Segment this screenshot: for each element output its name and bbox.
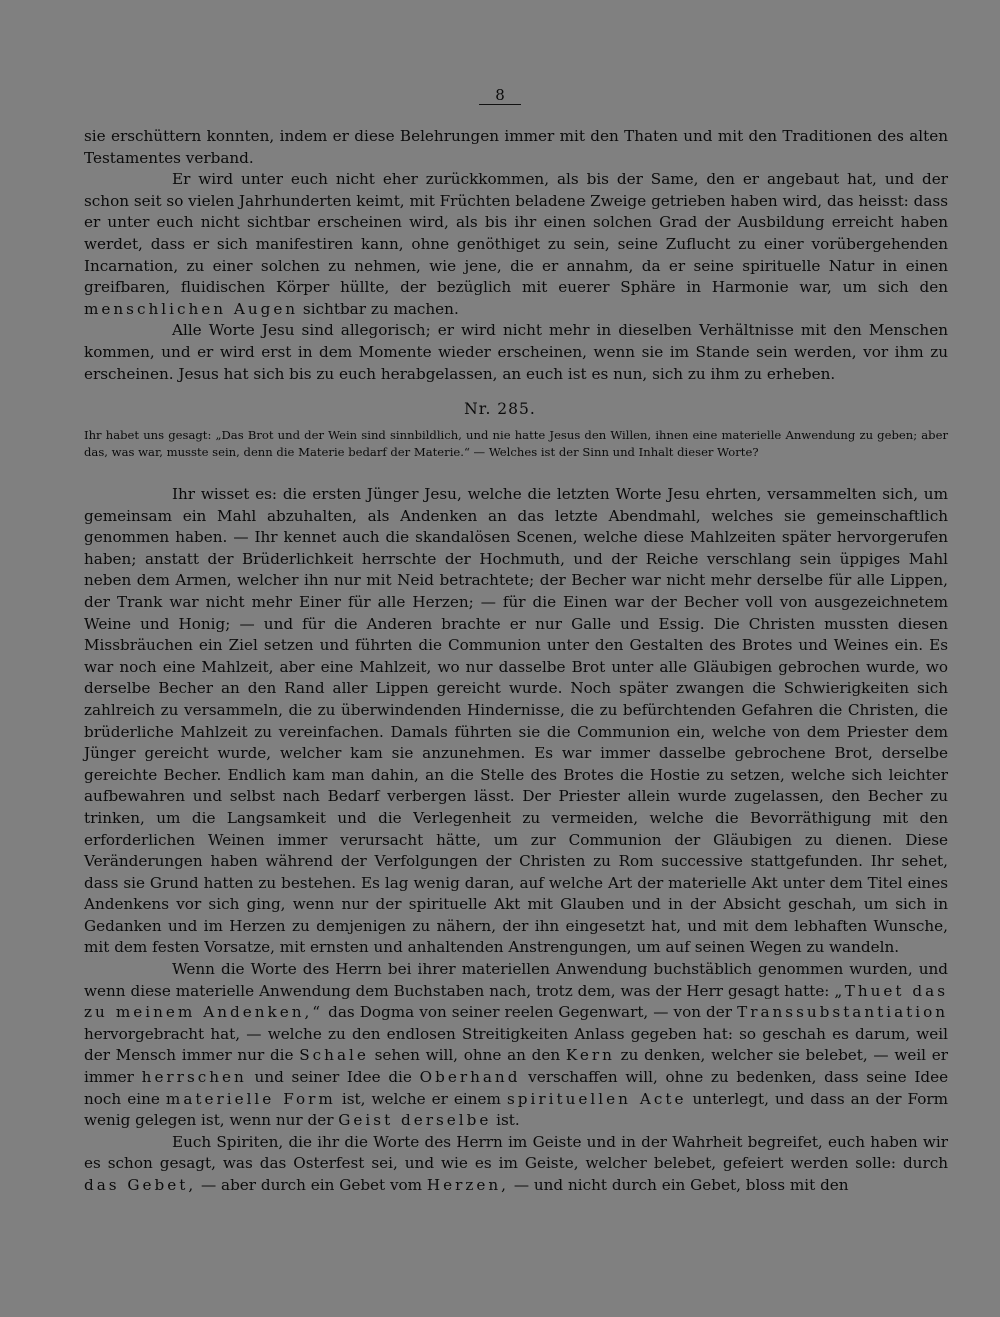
text-run: zu denken, welcher sie belebet, — weil er immer	[84, 1046, 948, 1087]
page-number: 8	[479, 86, 521, 105]
paragraph: sie erschüttern konnten, indem er diese Belehrungen immer mit den Thaten und mit den Traditionen des alten Testamentes verband.	[84, 127, 948, 167]
spaced-emphasis: das Gebet,	[84, 1176, 197, 1194]
text-run: hervorgebracht hat, — welche zu den endlosen Streitigkeiten Anlass gegeben hat: so geschah es darum, weil der Mensch immer nur die	[84, 1024, 948, 1065]
spaced-emphasis: spirituellen Acte	[507, 1089, 687, 1108]
page-header	[0, 86, 1000, 104]
text-run: sichtbar zu machen.	[302, 299, 459, 318]
spaced-emphasis: Kern	[565, 1046, 615, 1065]
text-run: ist.	[496, 1111, 520, 1130]
text-run: — und nicht durch ein Gebet, bloss mit den	[513, 1176, 849, 1194]
spaced-emphasis: materielle Form	[165, 1089, 336, 1108]
text-run: ist, welche er einem	[341, 1089, 501, 1108]
text-block-upper	[84, 126, 948, 385]
spaced-emphasis: Herzen,	[426, 1176, 510, 1194]
spaced-emphasis: Geist derselbe	[338, 1111, 492, 1130]
spaced-emphasis: Oberhand	[419, 1068, 521, 1087]
paragraph	[84, 959, 948, 1132]
question-text: Ihr habet uns gesagt: „Das Brot und der Wein sind sinnbildlich, und nie hatte Jesus den Willen, ihnen eine materielle Anwendung zu geben; aber das, was war, musste sein, denn die Materie bedarf der Materie.“ — Welches ist der Sinn und Inhalt dieser Worte?	[84, 428, 948, 460]
spaced-emphasis: Transsubstantiation	[737, 1003, 949, 1022]
spaced-emphasis: „Thuet das zu meinem Andenken,“	[84, 981, 948, 1022]
paragraph	[84, 1132, 948, 1197]
spaced-emphasis: Schale	[299, 1046, 369, 1065]
text-run: unterlegt, und dass an der Form wenig gelegen ist, wenn nur der	[84, 1089, 949, 1130]
section-number-title: Nr. 285.	[464, 400, 536, 418]
spaced-emphasis: menschlichen Augen	[84, 299, 299, 318]
text-block-answer	[84, 484, 948, 1197]
text-run: — aber durch ein Gebet vom	[201, 1176, 423, 1194]
paragraph	[84, 169, 948, 320]
text-run: das Dogma von seiner reelen Gegenwart, — von der	[328, 1003, 733, 1022]
paragraph: Ihr wisset es: die ersten Jünger Jesu, welche die letzten Worte Jesu ehrten, versammelten sich, um gemeinsam ein Mahl abzuhalten, als Andenken an das letzte Abendmahl, welches sie gemeinschaftlich genommen haben. — Ihr kennet auch die skandalösen Scenen, welche diese Mahlzeiten später hervorgerufen haben; anstatt der Brüderlichkeit herrschte der Hochmuth, und der Reiche verschlang sein üppiges Mahl neben dem Armen, welcher ihn nur mit Neid betrachtete; der Becher war nicht mehr derselbe für alle Lippen, der Trank war nicht mehr Einer für alle Herzen; — für die Einen war der Becher voll von ausgezeichnetem Weine und Honig; — und für die Anderen brachte er nur Galle und Essig. Die Christen mussten diesen Missbräuchen ein Ziel setzen und führten die Communion unter den Gestalten des Brotes und Weines ein. Es war noch eine Mahlzeit, aber eine Mahlzeit, wo nur dasselbe Brot unter alle Gläubigen gebrochen wurde, wo derselbe Becher an den Rand aller Lippen gereicht wurde. Noch später zwangen die Schwierigkeiten sich zahlreich zu versammeln, die zu überwindenden Hindernisse, die zu befürchtenden Gefahren die Christen, die brüderliche Mahlzeit zu vereinfachen. Damals führten sie die Communion ein, welche von dem Priester dem Jünger gereicht wurde, welcher kam sie anzunehmen. Es war immer dasselbe gebrochene Brot, derselbe gereichte Becher. Endlich kam man dahin, an die Stelle des Brotes die Hostie zu setzen, welche sich leichter aufbewahren und selbst nach Bedarf verbergen lässt. Der Priester allein wurde zugelassen, den Becher zu trinken, um die Langsamkeit und die Verlegenheit zu vermeiden, welche die Bevorräthigung mit den erforderlichen Weinen immer verursacht hätte, um zur Communion der Gläubigen zu dienen. Diese Veränderungen haben während der Verfolgungen der Christen zu Rom successive stattgefunden. Ihr sehet, dass sie Grund hatten zu bestehen. Es lag wenig daran, auf welche Art der materielle Akt unter dem Titel eines Andenkens vor sich ging, wenn nur der spirituelle Akt mit Glauben und in der Absicht geschah, um sich in Gedanken und im Herzen zu demjenigen zu nähern, der ihn eingesetzt hat, und mit dem lebhaften Wunsche, mit dem festen Vorsatze, mit ernsten und anhaltenden Anstrengungen, um auf seinen Wegen zu wandeln.	[84, 485, 948, 957]
spaced-emphasis: herrschen	[141, 1068, 247, 1087]
text-run: und seiner Idee die	[254, 1068, 412, 1087]
paragraph: Alle Worte Jesu sind allegorisch; er wird nicht mehr in dieselben Verhältnisse mit den Menschen kommen, und er wird erst in dem Momente wieder erscheinen, wenn sie im Stande sein werden, vor ihm zu erscheinen. Jesus hat sich bis zu euch herabgelassen, an euch ist es nun, sich zu ihm zu erheben.	[84, 321, 948, 383]
text-run: sehen will, ohne an den	[374, 1046, 561, 1065]
text-run: Euch Spiriten, die ihr die Worte des Herrn im Geiste und in der Wahrheit begreifet, euch haben wir es schon gesagt, was das Osterfest sei, und wie es im Geiste, welcher belebet, gefeiert werden solle: durch	[84, 1132, 948, 1173]
text-run: verschaffen will, ohne zu bedenken, dass seine Idee noch eine	[84, 1068, 949, 1108]
text-run: Er wird unter euch nicht eher zurückkommen, als bis der Same, den er angebaut hat, und der schon seit so vielen Jahrhunderten keimt, mit Früchten beladene Zweige getrieben haben wird, das heisst: dass er unter euch nicht sichtbar erscheinen wird, als bis ihr einen solchen Grad der Ausbildung erreicht haben werdet, dass er sich manifestiren kann, ohne genöthiget zu sein, seine Zuflucht zu einer vorübergehenden Incarnation, zu einer solchen zu nehmen, wie jene, die er annahm, da er seine spirituelle Natur in einen greifbaren, fluidischen Körper hüllte, der bezüglich mit euerer Sphäre in Harmonie war, um sich den	[84, 170, 948, 297]
text-run: Wenn die Worte des Herrn bei ihrer materiellen Anwendung buchstäblich genommen wurden, und wenn diese materielle Anwendung dem Buchstaben nach, trotz dem, was der Herr gesagt hatte:	[84, 960, 948, 1000]
